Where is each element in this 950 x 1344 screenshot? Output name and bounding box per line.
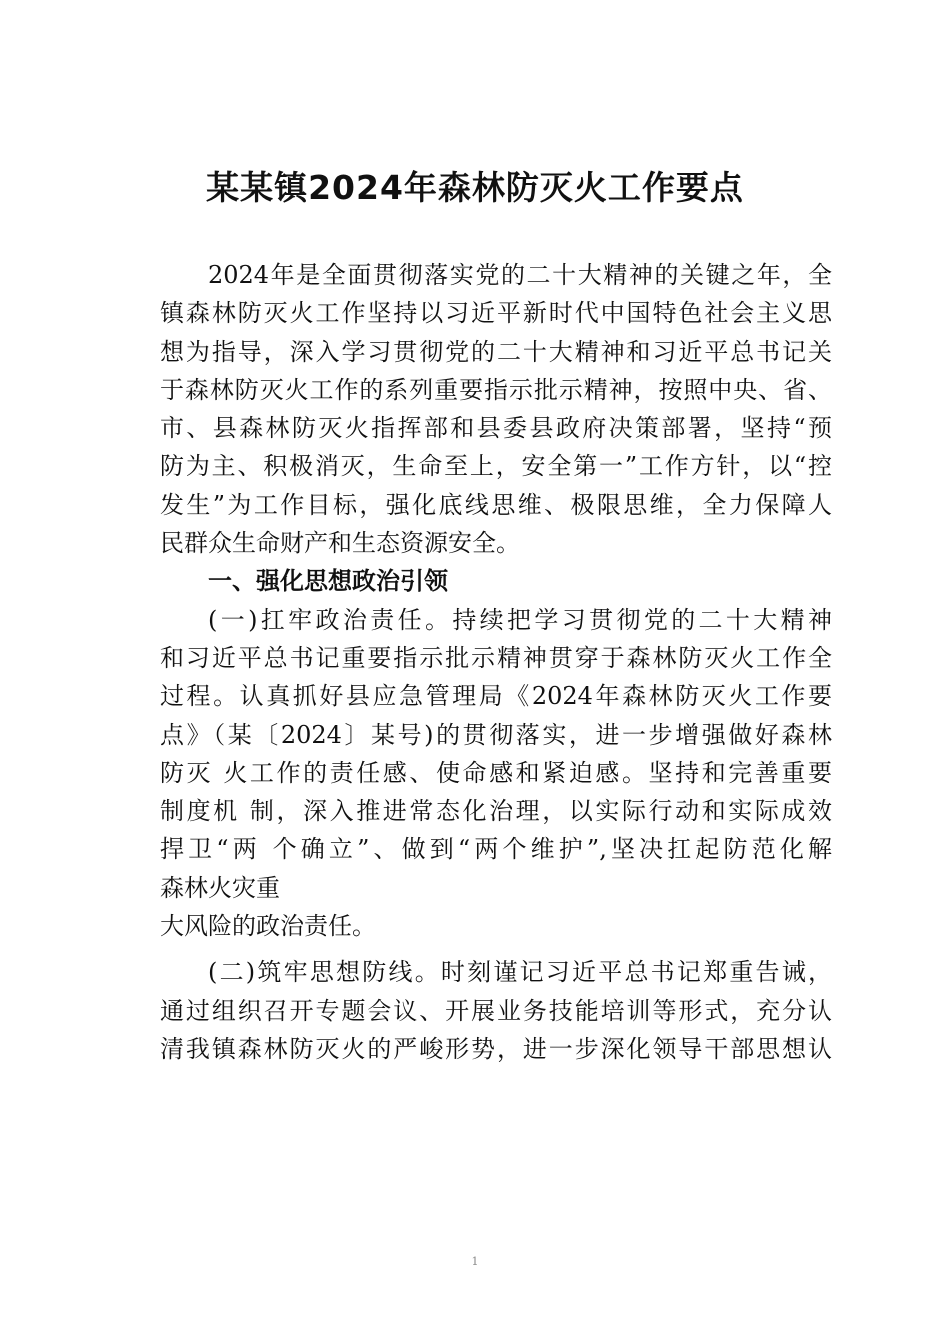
paragraph-line: 通过组织召开专题会议、开展业务技能培训等形式，充分认: [160, 996, 832, 1025]
section-heading: 一、强化思想政治引领: [208, 567, 448, 596]
paragraph-line: 想为指导，深入学习贯彻党的二十大精神和习近平总书记关: [160, 337, 832, 366]
paragraph-line: 发生”为工作目标，强化底线思维、极限思维，全力保障人: [160, 490, 832, 519]
paragraph-line: 民群众生命财产和生态资源安全。: [160, 529, 520, 558]
paragraph-line: 于森林防灭火工作的系列重要指示批示精神，按照中央、省、: [160, 375, 832, 404]
paragraph-line: (二)筑牢思想防线。时刻谨记习近平总书记郑重告诫，: [208, 958, 832, 987]
paragraph-line: 捍卫“两 个确立”、做到“两个维护”,坚决扛起防范化解: [160, 835, 832, 864]
paragraph-line: 防为主、积极消灭，生命至上，安全第一”工作方针，以“控: [160, 452, 832, 481]
paragraph-line: 和习近平总书记重要指示批示精神贯穿于森林防灭火工作全: [160, 643, 832, 672]
paragraph-gap: [160, 945, 832, 953]
paragraph-line: 过程。认真抓好县应急管理局《2024年森林防灭火工作要: [160, 682, 832, 711]
paragraph-line: 清我镇森林防灭火的严峻形势，进一步深化领导干部思想认: [160, 1034, 832, 1063]
paragraph-line: 防灭 火工作的责任感、使命感和紧迫感。坚持和完善重要: [160, 758, 832, 787]
paragraph-line: 制度机 制，深入推进常态化治理，以实际行动和实际成效: [160, 797, 832, 826]
paragraph-intro: [160, 256, 832, 562]
paragraph-line: 2024年是全面贯彻落实党的二十大精神的关键之年，全: [208, 261, 832, 289]
page-number: 1: [471, 1255, 479, 1268]
paragraph-line: (一)扛牢政治责任。持续把学习贯彻党的二十大精神: [208, 605, 832, 634]
document-title: 某某镇2024年森林防灭火工作要点: [206, 168, 744, 207]
paragraph-line: 点》（某〔2024〕某号)的贯彻落实，进一步增强做好森林: [160, 720, 832, 749]
document-body: [160, 256, 832, 1068]
paragraph-political-responsibility: [160, 601, 832, 946]
paragraph-line: 大风险的政治责任。: [160, 912, 376, 941]
paragraph-line: 森林火灾重: [160, 873, 280, 902]
paragraph-line: 镇森林防灭火工作坚持以习近平新时代中国特色社会主义思: [160, 299, 832, 328]
paragraph-ideological-defense: [160, 953, 832, 1068]
paragraph-line: 市、县森林防灭火指挥部和县委县政府决策部署，坚持“预: [160, 414, 832, 443]
